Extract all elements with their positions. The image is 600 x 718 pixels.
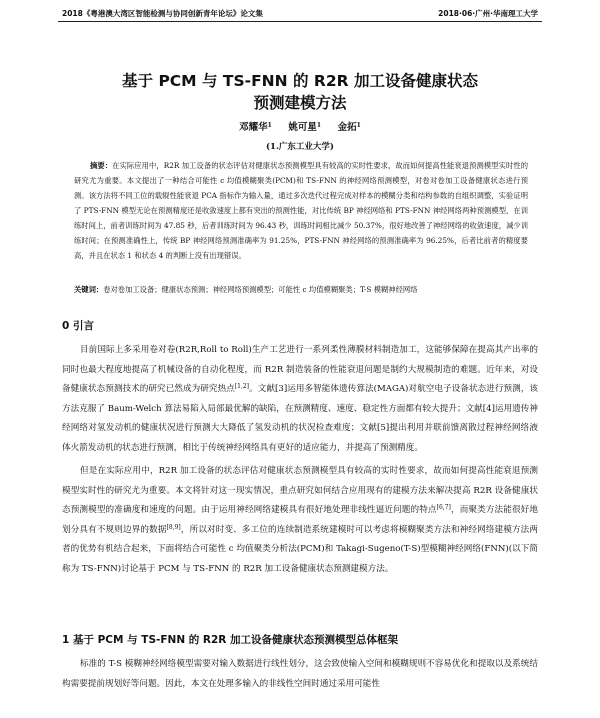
intro-paragraph-2 (62, 462, 538, 579)
author-affil-mark: 1 (356, 122, 361, 129)
abstract-label: 摘要： (90, 161, 113, 170)
section-heading-1: 1 基于 PCM 与 TS-FNN 的 R2R 加工设备健康状态预测模型总体框架 (62, 634, 399, 646)
keywords-label: 关键词： (74, 285, 104, 294)
author-name: 邓耀华 (239, 122, 268, 133)
text-run: 但是在实际应用中，R2R 加工设备的状态评估对健康状态预测模型具有较高的实时性要求，故而如何提高性能衰退预测模型实时性的研究尤为重要。本文将针对这一现实情况，重点研究如何结合应用现有的建模方法来解决提高 R2R 设备健康状态预测模型的准确度和速度的问题。由于运用神经网络建模具有很好地处理非线性逼近问题的特点 (62, 466, 538, 515)
section1-body (62, 655, 538, 694)
title-line-1: 基于 PCM 与 TS-FNN 的 R2R 加工设备健康状态 (122, 72, 478, 90)
author-affil-mark: 1 (267, 122, 272, 129)
section-heading-intro: 0 引言 (62, 320, 94, 332)
intro-body (62, 341, 538, 579)
text-run: 。文献[3]运用多智能体遗传算法(MAGA)对航空电子设备状态进行预测，该方法克服了 Baum-Welch 算法易陷入局部最优解的缺陷，在预测精度、速度、稳定性方面都有较大提升；文献[4]运用遗传神经网络对氢发动机的健康状况进行预测大大降低了氢发动机的状况检查难度；文献[5]提出利用并联前馈离散过程神经网络液体火箭发动机的状态进行预测，相比于传统神经网络具有更好的适应能力，并提高了预测精度。 (62, 384, 538, 453)
abstract (74, 158, 528, 263)
intro-paragraph-1 (62, 341, 538, 458)
author-affil-mark: 1 (316, 122, 322, 129)
keywords (74, 282, 528, 297)
text-run: ，所以对时变、多工位的连续制造系统建模时可以考虑将模糊聚类方法和神经网络建模方法两者的优势有机结合起来，下面将结合可能性 c 均值聚类分析法(PCM)和 Takagi-Sugeno(T-S)型模糊神经网络(FNN)(以下简称为 TS-FNN)讨论基于 PCM 与 TS-FNN 的 R2R 加工设备健康状态预测建模方法。 (62, 524, 538, 574)
citation[interactable]: [1,2] (234, 383, 250, 390)
paper-title (0, 70, 600, 114)
section1-paragraph-1: 标准的 T-S 模糊神经网络模型需要对输入数据进行线性划分，这会致使输入空间和模糊规则不容易优化和提取以及系统结构需要提前规划好等问题。因此，本文在处理多输入的非线性空间时通过采用可能性 (62, 659, 538, 689)
citation[interactable]: [6,7] (436, 504, 451, 511)
affiliation: (1.广东工业大学) (266, 142, 334, 152)
header-right: 2018·06·广州·华南理工大学 (438, 9, 538, 18)
abstract-text: 在实际应用中，R2R 加工设备的状态评估对健康状态预测模型具有较高的实时性要求，故而如何提高性能衰退预测模型实时性的研究尤为重要。本文提出了一种结合可能性 c 均值模糊聚类(PCM)和 TS-FNN 的神经网络预测模型，对卷对卷加工设备健康状态进行预测。该方法将不同工位的载辊性能衰退 PCA 指标作为输入量，通过多次迭代过程完成对样本的模糊分类和结构参数的自组织调整，实验证明了 PTS-FNN 模型无论在预测精度还是收敛速度上都有突出的预测性能，对比传统 BP 神经网络和 PTS-FNN 神经网络两种预测模型，在训练时间上，前者训练时间为 47.85 秒，后者训练时间为 96.43 秒，训练时间相比减少 50.37%，很好地改善了神经网络的收敛速度，减少训练时间；在预测准确性上，传统 BP 神经网络预测准确率为 91.25%，PTS-FNN 神经网络的预测准确率为 96.25%，后者比前者的精度要高，并且在状态 1 和状态 4 的判断上没有出现错误。 (74, 161, 528, 260)
title-line-2: 预测建模方法 (253, 94, 347, 112)
keywords-text: 卷对卷加工设备；健康状态预测；神经网络预测模型；可能性 c 均值模糊聚类；T-S 模糊神经网络 (103, 285, 418, 294)
running-header (62, 8, 538, 19)
header-rule (58, 21, 542, 22)
author-list (0, 119, 600, 133)
citation[interactable]: [8,9] (166, 523, 181, 531)
author-name: 姚可星 (288, 122, 317, 133)
text-run: 目前国际上多采用卷对卷(R2R,Roll to Roll)生产工艺进行一系列柔性薄膜材料制造加工，这能够保障在提高其产出率的同时也最大程度地提高了机械设备的自动化程度，而 R2R 制造装备的性能衰退问题是制约大规模制造的难题。近年来，对设备健康状态预测技术的研究已然成为研究热点 (62, 345, 538, 394)
header-left: 2018《粤港澳大湾区智能检测与协同创新青年论坛》论文集 (62, 9, 263, 18)
text-run: ，而聚类方法能很好地划分具有不规则边界的数据 (62, 505, 538, 535)
author-name: 金拓 (337, 122, 357, 133)
